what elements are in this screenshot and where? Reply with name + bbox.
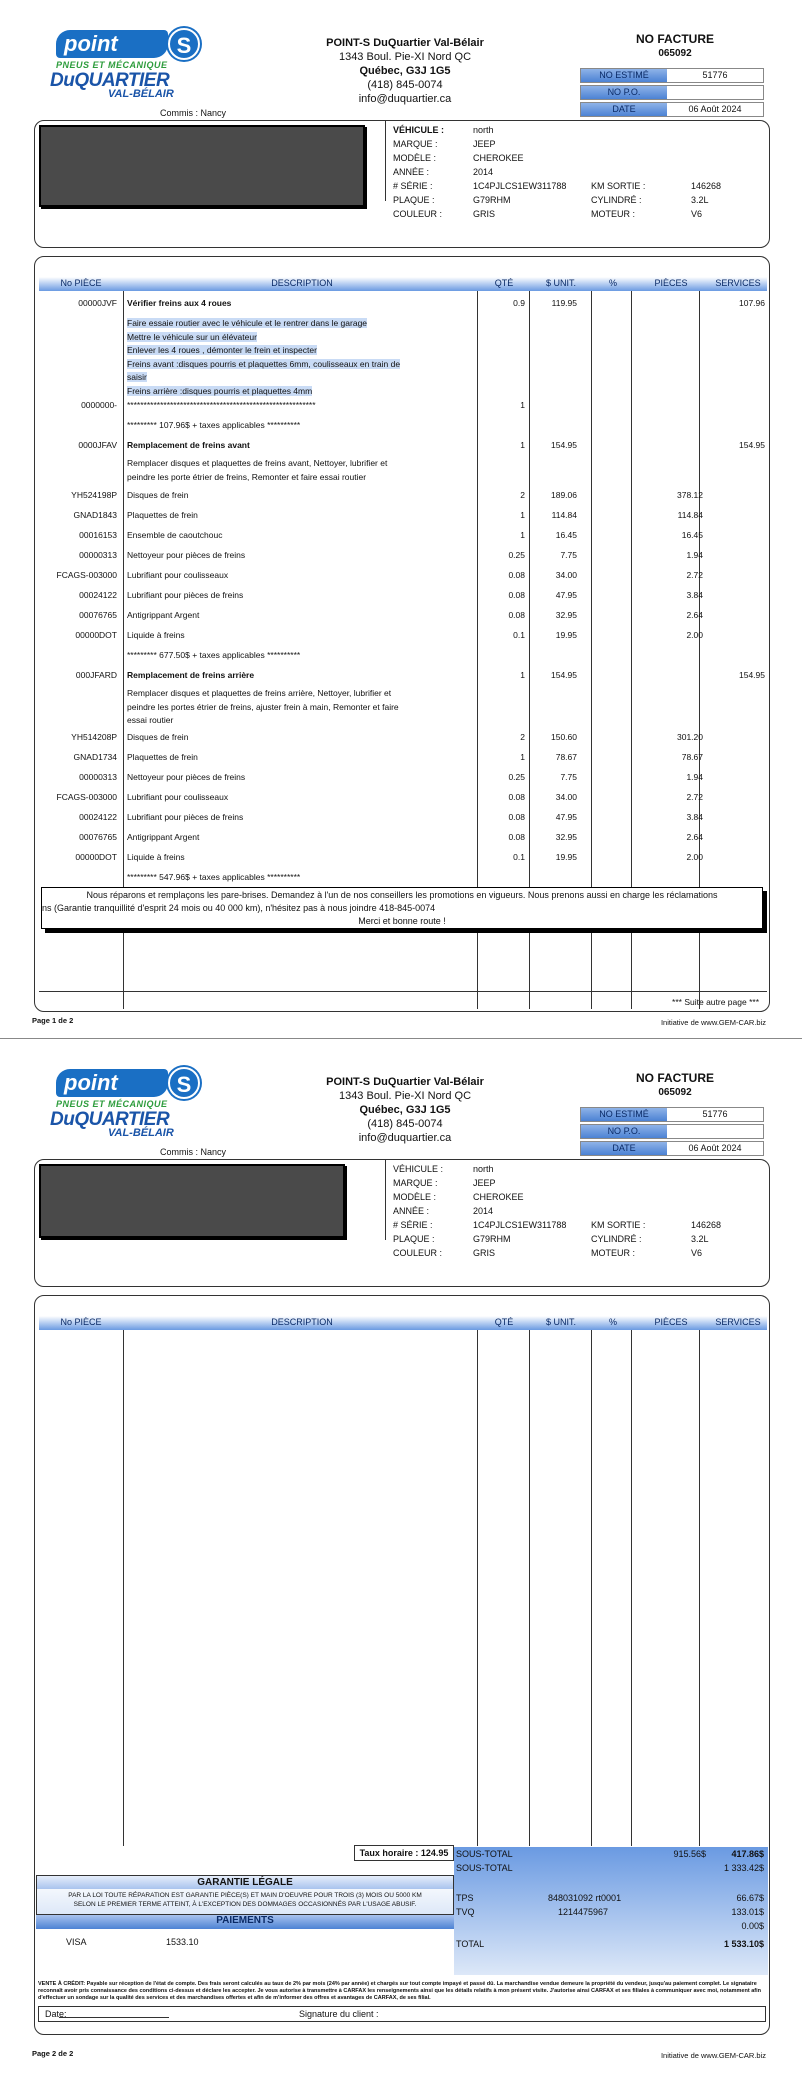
initiative-link[interactable]: Initiative de www.GEM-CAR.biz (660, 1018, 766, 1027)
tvq-label: TVQ (456, 1907, 475, 1917)
estimate-value: 51776 (702, 70, 728, 80)
item-qty: 0.08 (508, 812, 525, 822)
po-value (667, 86, 763, 99)
moteur-label: MOTEUR : (591, 1248, 635, 1258)
item-services: 154.95 (739, 670, 765, 680)
km-value: 146268 (691, 1220, 722, 1230)
col-divider (631, 1330, 632, 1846)
col-divider (699, 1330, 700, 1846)
item-pieces: 2.00 (686, 630, 703, 640)
item-code: GNAD1734 (73, 752, 117, 762)
item-pieces: 378.12 (677, 490, 703, 500)
continued-note: *** Suite autre page *** (672, 997, 759, 1007)
subtotal-label: SOUS-TOTAL (456, 1849, 513, 1859)
item-desc: Antigrippant Argent (127, 610, 200, 620)
item-pieces: 3.84 (686, 812, 703, 822)
payment-amount: 1533.10 (166, 1937, 199, 1947)
note-line: peindre les portes étrier de freins, ajuster frein à main, Remonter et faire (127, 701, 399, 712)
item-code: YH514208P (71, 732, 117, 742)
modele-value: CHEROKEE (473, 153, 524, 163)
couleur-label: COULEUR : (393, 1248, 443, 1258)
item-unit: 32.95 (555, 832, 577, 842)
logo-valbelair: VAL-BÉLAIR (108, 88, 174, 100)
modele-value: CHEROKEE (473, 1192, 524, 1202)
couleur-value: GRIS (473, 1248, 496, 1258)
estimate-row (580, 1107, 764, 1122)
item-qty: 0.25 (508, 772, 525, 782)
couleur-value: GRIS (473, 209, 496, 219)
moteur-value: V6 (691, 209, 703, 219)
item-desc: ********************************************************* (127, 400, 316, 410)
subtotal2-label: SOUS-TOTAL (456, 1863, 513, 1873)
item-services: 107.96 (739, 298, 765, 308)
commis: Commis : Nancy (160, 1147, 227, 1157)
company-address: 1343 Boul. Pie-XI Nord QC (338, 51, 472, 63)
redacted-customer-info (39, 1164, 345, 1238)
po-label: NO P.O. (581, 1125, 667, 1138)
annee-value: 2014 (473, 1206, 494, 1216)
serie-label: # SÉRIE : (393, 181, 433, 191)
tps-value: 66.67$ (736, 1893, 764, 1903)
page-number: Page 2 de 2 (32, 2049, 74, 2058)
item-code: YH524198P (71, 490, 117, 500)
item-unit: 7.75 (560, 772, 577, 782)
payment-method: VISA (66, 1937, 87, 1947)
item-unit: 119.95 (551, 298, 577, 308)
cyl-value: 3.2L (691, 195, 709, 205)
serie-label: # SÉRIE : (393, 1220, 433, 1230)
item-qty: 0.08 (508, 570, 525, 580)
col-divider (591, 1330, 592, 1846)
moteur-value: V6 (691, 1248, 703, 1258)
item-pieces: 1.94 (686, 772, 703, 782)
invoice-page-1 (0, 0, 802, 1030)
annee-label: ANNÉE : (393, 1206, 430, 1216)
item-desc: Liquide à freins (127, 852, 185, 862)
logo-s: S (168, 1067, 200, 1099)
item-code: 000JFARD (75, 670, 117, 680)
item-unit: 154.95 (551, 670, 577, 680)
company-info (300, 1075, 510, 1145)
col-desc: DESCRIPTION (271, 278, 333, 288)
item-pieces: 16.45 (681, 530, 703, 540)
signature-label: Signature du client : (299, 2009, 379, 2019)
item-code: 00016153 (79, 530, 117, 540)
logo-duquartier: DuQUARTIER (50, 70, 170, 91)
item-pieces: 2.64 (686, 610, 703, 620)
item-desc: Plaquettes de frein (127, 510, 198, 520)
item-desc: Plaquettes de frein (127, 752, 198, 762)
item-pieces: 2.64 (686, 832, 703, 842)
note-line: Freins arrière :disques pourris et plaquettes 4mm (127, 385, 313, 396)
col-qty: QTÉ (494, 278, 514, 288)
date-row (580, 1141, 764, 1156)
estimate-label: NO ESTIMÉ (581, 1108, 667, 1121)
item-code: 00076765 (79, 610, 117, 620)
initiative-link[interactable]: Initiative de www.GEM-CAR.biz (660, 2051, 766, 2060)
item-qty: 2 (520, 732, 525, 742)
date-line (59, 2017, 169, 2018)
marque-value: JEEP (473, 139, 496, 149)
date-label: DATE (581, 103, 667, 116)
col-divider (477, 1330, 478, 1846)
company-city: Québec, G3J 1G5 (359, 1104, 451, 1116)
item-pieces: 301.20 (677, 732, 703, 742)
item-pieces: 78.67 (681, 752, 703, 762)
col-piece: No PIÈCE (60, 278, 102, 288)
item-unit: 16.45 (555, 530, 577, 540)
invoice-label: NO FACTURE (636, 32, 714, 46)
divider (39, 991, 767, 992)
item-desc: Nettoyeur pour pièces de freins (127, 772, 246, 782)
item-qty: 0.9 (513, 298, 525, 308)
hourly-rate: Taux horaire : 124.95 (354, 1845, 454, 1861)
promo-notice (41, 887, 763, 929)
table-header (39, 1316, 767, 1330)
item-unit: 19.95 (555, 630, 577, 640)
note-line: Faire essaie routier avec le véhicule et le rentrer dans le garage (127, 318, 368, 328)
table-header (39, 277, 767, 291)
item-qty: 1 (520, 400, 525, 410)
tps-number: 848031092 rt0001 (548, 1893, 622, 1903)
item-code: 00000313 (79, 772, 117, 782)
item-qty: 0.08 (508, 792, 525, 802)
vehicule-label: VÉHICULE : (393, 125, 445, 135)
marque-value: JEEP (473, 1178, 496, 1188)
note-line: Mettre le véhicule sur un élévateur (127, 331, 257, 342)
col-pieces: PIÈCES (654, 1317, 688, 1327)
moteur-label: MOTEUR : (591, 209, 635, 219)
item-pieces: 1.94 (686, 550, 703, 560)
note-line: essai routier (127, 715, 174, 725)
marque-label: MARQUE : (393, 1178, 438, 1188)
point-s-logo (50, 1065, 210, 1145)
po-row (580, 1124, 764, 1139)
line-items-table (34, 256, 770, 1012)
item-notes (127, 687, 457, 728)
item-qty: 0.08 (508, 610, 525, 620)
company-address: 1343 Boul. Pie-XI Nord QC (338, 1090, 472, 1102)
item-unit: 32.95 (555, 610, 577, 620)
company-info (300, 36, 510, 106)
item-pieces: 2.72 (686, 570, 703, 580)
tvq-value: 133.01$ (731, 1907, 764, 1917)
col-unit: $ UNIT. (545, 1317, 576, 1327)
warranty-text (37, 1889, 453, 1909)
note-line: Remplacer disques et plaquettes de freins avant, Nettoyer, lubrifier et (127, 458, 388, 468)
divider (385, 121, 386, 201)
item-desc: Nettoyeur pour pièces de freins (127, 550, 246, 560)
company-city: Québec, G3J 1G5 (359, 65, 451, 77)
item-qty: 2 (520, 490, 525, 500)
date-row (580, 102, 764, 117)
item-desc: Lubrifiant pour coulisseaux (127, 570, 229, 580)
note-line: Freins avant :disques pourris et plaquettes 6mm, coulisseaux en train de (127, 358, 401, 369)
estimate-value: 51776 (702, 1109, 728, 1119)
item-qty: 1 (520, 670, 525, 680)
item-qty: 0.08 (508, 832, 525, 842)
item-unit: 19.95 (555, 852, 577, 862)
customer-vehicle-box (34, 1159, 770, 1287)
item-desc: Antigrippant Argent (127, 832, 200, 842)
item-services: 154.95 (739, 440, 765, 450)
warranty-line: SELON LE PREMIER TERME ATTEINT, À L'EXCEPTION DES DOMMAGES OCCASIONNÉS PAR L'USAGE ABUSIF. (73, 1901, 417, 1908)
col-desc: DESCRIPTION (271, 1317, 333, 1327)
point-s-logo (50, 26, 210, 106)
item-unit: 154.95 (551, 440, 577, 450)
tvq-number: 1214475967 (558, 1907, 609, 1917)
item-code: 00000DOT (75, 630, 117, 640)
company-name: POINT-S DuQuartier Val-Bélair (326, 1076, 484, 1088)
col-piece: No PIÈCE (60, 1317, 102, 1327)
col-services: SERVICES (715, 1317, 761, 1327)
tps-label: TPS (456, 1893, 474, 1903)
vehicule-value: north (473, 125, 494, 135)
company-phone: (418) 845-0074 (367, 1118, 443, 1130)
item-notes (127, 317, 457, 398)
logo-point: point (56, 30, 168, 58)
item-desc: Vérifier freins aux 4 roues (127, 298, 232, 308)
item-unit: 47.95 (555, 812, 577, 822)
item-code: 00076765 (79, 832, 117, 842)
col-divider (123, 1330, 124, 1846)
marque-label: MARQUE : (393, 139, 438, 149)
vehicule-label: VÉHICULE : (393, 1164, 444, 1174)
km-label: KM SORTIE : (591, 1220, 646, 1230)
item-desc: Disques de frein (127, 732, 189, 742)
logo-tagline: PNEUS ET MÉCANIQUE (56, 60, 168, 70)
item-qty: 1 (520, 752, 525, 762)
cyl-label: CYLINDRÉ : (591, 1234, 642, 1244)
item-code: 00024122 (79, 590, 117, 600)
annee-value: 2014 (473, 167, 494, 177)
item-subtotal: ********* 107.96$ + taxes applicables ********** (127, 420, 301, 430)
notice-line: ns (Garantie tranquillité d'esprit 24 mois ou 40 000 km), n'hésitez pas à nous joindre 418-845-0074 (42, 903, 436, 913)
logo-duquartier: DuQUARTIER (50, 1109, 170, 1130)
logo-point: point (56, 1069, 168, 1097)
warranty-line: PAR LA LOI TOUTE RÉPARATION EST GARANTIE PIÈCE(S) ET MAIN D'OEUVRE POUR TROIS (3) MOIS OU 5000 KM (68, 1892, 422, 1899)
customer-vehicle-box (34, 120, 770, 248)
item-desc: Lubrifiant pour pièces de freins (127, 590, 244, 600)
date-value: 06 Août 2024 (688, 104, 742, 114)
serie-value: 1C4PJLCS1EW311788 (473, 181, 567, 191)
modele-label: MODÈLE : (393, 1192, 437, 1202)
item-qty: 0.1 (513, 630, 525, 640)
item-code: 0000JFAV (78, 440, 117, 450)
date-label: DATE (581, 1142, 667, 1155)
item-unit: 78.67 (555, 752, 577, 762)
item-pieces: 3.84 (686, 590, 703, 600)
note-line: Remplacer disques et plaquettes de freins arrière, Nettoyer, lubrifier et (127, 688, 392, 698)
notice-line: Merci et bonne route ! (358, 916, 446, 926)
col-divider (529, 1330, 530, 1846)
annee-label: ANNÉE : (393, 167, 430, 177)
plaque-value: G79RHM (473, 195, 511, 205)
item-code: 00000JVF (78, 298, 117, 308)
company-email[interactable]: info@duquartier.ca (358, 93, 452, 105)
estimate-label: NO ESTIMÉ (581, 69, 667, 82)
item-code: 00000DOT (75, 852, 117, 862)
subtotal-pieces: 915.56$ (673, 1849, 706, 1859)
company-name: POINT-S DuQuartier Val-Bélair (326, 37, 484, 49)
note-line: Enlever les 4 roues , démonter le frein et inspecter (127, 345, 317, 355)
item-qty: 0.08 (508, 590, 525, 600)
note-line: saisir (127, 372, 147, 382)
item-pieces: 114.84 (677, 510, 703, 520)
other-value: 0.00$ (741, 1921, 764, 1931)
km-label: KM SORTIE : (591, 181, 646, 191)
item-desc: Lubrifiant pour coulisseaux (127, 792, 229, 802)
item-notes (127, 457, 457, 484)
item-qty: 0.25 (508, 550, 525, 560)
item-qty: 1 (520, 440, 525, 450)
legal-warranty (36, 1875, 454, 1915)
date-value: 06 Août 2024 (688, 1143, 742, 1153)
item-desc: Remplacement de freins arrière (127, 670, 255, 680)
item-desc: Remplacement de freins avant (127, 440, 250, 450)
page-number: Page 1 de 2 (32, 1016, 74, 1025)
po-label: NO P.O. (581, 86, 667, 99)
item-code: 0000000- (81, 400, 117, 410)
invoice-page-2 (0, 1038, 802, 2074)
km-value: 146268 (691, 181, 722, 191)
item-code: FCAGS-003000 (56, 792, 117, 802)
estimate-row (580, 68, 764, 83)
invoice-number-block (580, 1071, 770, 1098)
invoice-number-block (580, 32, 770, 59)
item-unit: 47.95 (555, 590, 577, 600)
cyl-value: 3.2L (691, 1234, 709, 1244)
item-pieces: 2.00 (686, 852, 703, 862)
invoice-number: 065092 (658, 48, 692, 59)
redacted-customer-info (39, 125, 365, 207)
item-unit: 150.60 (551, 732, 577, 742)
item-subtotal: ********* 547.96$ + taxes applicables ********** (127, 872, 301, 882)
invoice-number: 065092 (658, 1087, 692, 1098)
subtotal2-value: 1 333.42$ (723, 1863, 764, 1873)
credit-terms: VENTE À CRÉDIT: Payable sur réception de l'état de compte. Des frais seront calculés au taux de 2% par mois (24% par année) et chargés sur tout compte impayé et passé dû. La marchandise vendue demeure la propriété du vendeur, jusqu'au paiement complet. Le signataire reconnaît avoir pris connaissance des conditions ci-dessus et déclare les accepter. Je vous autorise à transmettre à CARFAX les renseignements ainsi que les détails relatifs à mon présent visite. J'autorise ainsi CARFAX et ses filiales à communiquer avec moi, notamment afin d'effectuer un sondage sur la qualité des services et des marchandises offertes et afin de m'informer des offres et avantages de CARFAX, de ses filial. (38, 1981, 761, 2001)
item-pieces: 2.72 (686, 792, 703, 802)
company-email[interactable]: info@duquartier.ca (358, 1132, 452, 1144)
signature-box[interactable] (38, 2006, 766, 2022)
total-value: 1 533.10$ (723, 1939, 764, 1949)
item-code: FCAGS-003000 (56, 570, 117, 580)
col-pct: % (608, 1317, 617, 1327)
col-qty: QTÉ (494, 1317, 514, 1327)
logo-tagline: PNEUS ET MÉCANIQUE (56, 1099, 168, 1109)
plaque-label: PLAQUE : (393, 1234, 435, 1244)
po-value (667, 1125, 763, 1138)
logo-valbelair: VAL-BÉLAIR (108, 1127, 174, 1139)
notice-line: Nous réparons et remplaçons les pare-brises. Demandez à l'un de nos conseillers les promotions en vigueurs. Nous prenons aussi en charge les réclamations (86, 890, 718, 900)
item-unit: 189.06 (551, 490, 577, 500)
serie-value: 1C4PJLCS1EW311788 (473, 1220, 567, 1230)
cyl-label: CYLINDRÉ : (591, 195, 642, 205)
item-desc: Ensemble de caoutchouc (127, 530, 223, 540)
total-label: TOTAL (456, 1939, 485, 1949)
payments-header: PAIEMENTS (36, 1915, 454, 1929)
item-code: 00000313 (79, 550, 117, 560)
col-pct: % (608, 278, 617, 288)
couleur-label: COULEUR : (393, 209, 443, 219)
item-unit: 34.00 (555, 570, 577, 580)
item-unit: 7.75 (560, 550, 577, 560)
warranty-title: GARANTIE LÉGALE (37, 1876, 453, 1889)
item-unit: 114.84 (551, 510, 577, 520)
item-desc: Lubrifiant pour pièces de freins (127, 812, 244, 822)
logo-s: S (168, 28, 200, 60)
item-subtotal: ********* 677.50$ + taxes applicables ********** (127, 650, 301, 660)
item-code: GNAD1843 (73, 510, 117, 520)
po-row (580, 85, 764, 100)
note-line: peindre les porte étrier de freins, Remonter et faire essai routier (127, 471, 367, 482)
modele-label: MODÈLE : (393, 153, 437, 163)
plaque-value: G79RHM (473, 1234, 511, 1244)
commis: Commis : Nancy (160, 108, 227, 118)
vehicule-value: north (473, 1164, 494, 1174)
divider (385, 1160, 386, 1240)
item-qty: 1 (520, 510, 525, 520)
item-desc: Liquide à freins (127, 630, 185, 640)
subtotal-services: 417.86$ (731, 1849, 764, 1859)
item-qty: 0.1 (513, 852, 525, 862)
date-label: Date: (45, 2009, 67, 2019)
invoice-label: NO FACTURE (636, 1071, 714, 1085)
item-qty: 1 (520, 530, 525, 540)
item-unit: 34.00 (555, 792, 577, 802)
col-pieces: PIÈCES (654, 278, 688, 288)
item-desc: Disques de frein (127, 490, 189, 500)
plaque-label: PLAQUE : (393, 195, 435, 205)
totals-box (454, 1847, 768, 1975)
item-code: 00024122 (79, 812, 117, 822)
company-phone: (418) 845-0074 (367, 79, 443, 91)
col-unit: $ UNIT. (545, 278, 576, 288)
col-services: SERVICES (715, 278, 761, 288)
